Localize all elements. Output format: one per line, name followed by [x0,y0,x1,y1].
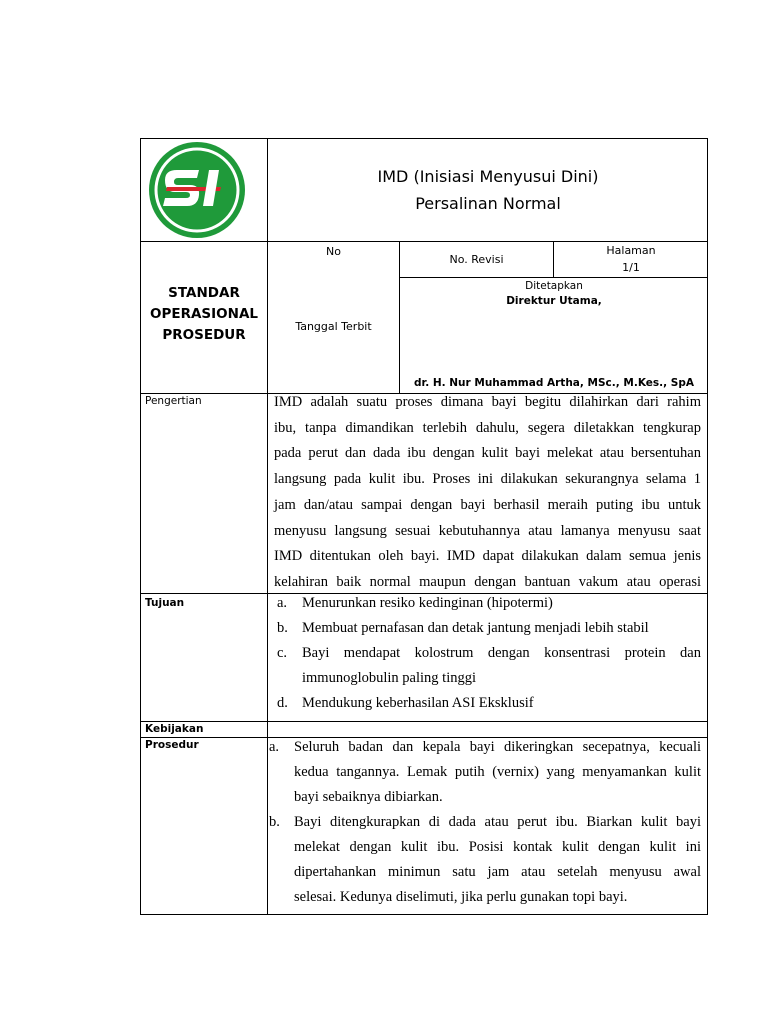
pengertian-line: pada perut dan dada ibu dengan kulit bayi melekat atau bersentuhan [274,445,701,462]
list-marker: d. [277,695,288,711]
halaman-label: Halaman [606,244,656,257]
list-item [277,616,701,641]
list-item [269,810,701,910]
pengertian-line: langsung pada kulit ibu. Proses ini dilakukan sekurangnya selama 1 [274,471,701,488]
list-item-text: melekat dengan kulit ibu. Posisi kontak kulit dengan kulit ini [294,839,701,855]
list-item-text: Mendukung keberhasilan ASI Eksklusif [302,695,534,711]
title-line-2: Persalinan Normal [415,194,561,213]
pengertian-line: IMD ditentukan oleh bayi. IMD dapat dilakukan dalam semua jenis [274,548,701,565]
list-item-text: Bayi mendapat kolostrum dengan konsentrasi protein dan [302,645,701,661]
list-item-text: Seluruh badan dan kepala bayi dikeringkan secepatnya, kecuali [294,739,701,755]
pengertian-line: jam dan/atau sampai dengan bayi berhasil meraih puting ibu untuk [274,496,701,513]
list-item-text: dipertahankan minimun satu jam atau setelah menyusu awal [294,864,701,880]
kebijakan-label: Kebijakan [145,723,204,735]
list-item [277,691,701,716]
list-item [269,735,701,810]
tujuan-list [277,591,701,716]
tujuan-label: Tujuan [145,597,185,609]
list-item-text: Bayi ditengkurapkan di dada atau perut ibu. Biarkan kulit bayi [294,814,701,830]
sop-line-2: OPERASIONAL [149,306,258,322]
list-item-text: bayi sebaiknya dibiarkan. [294,789,443,805]
list-item-text: immunoglobulin paling tinggi [302,670,476,686]
list-item-text: selesai. Kedunya diselimuti, jika perlu gunakan topi bayi. [294,889,628,905]
list-marker: a. [269,739,280,755]
pengertian-line: IMD adalah suatu proses dimana bayi begitu dilahirkan dari rahim [274,394,701,410]
document-title [268,163,708,217]
pengertian-line: ibu, tanpa dimandikan terlebih dahulu, segera diletakkan tengkurap [274,419,701,436]
direktur-label: Direktur Utama, [506,295,602,307]
pengertian-line: kelahiran baik normal maupun dengan bantuan vakum atau operasi [274,573,701,590]
list-marker: a. [277,595,288,611]
signatory-name: dr. H. Nur Muhammad Artha, MSc., M.Kes., SpA [414,377,694,389]
sop-line-3: PROSEDUR [162,327,246,343]
pengertian-line: menyusu langsung sesuai kebutuhannya atau lamanya menyusu saat [274,522,701,539]
revisi-label: No. Revisi [449,253,504,266]
halaman-value: 1/1 [622,261,640,274]
si-logo-icon [147,140,247,240]
pengertian-label: Pengertian [145,395,202,407]
ditetapkan-label: Ditetapkan [525,280,583,292]
list-marker: b. [277,620,288,636]
list-item [277,591,701,616]
list-item [277,641,701,691]
no-label: No [326,245,341,258]
section-divider-kebijakan [140,721,708,722]
pengertian-text [274,390,701,596]
si-logo [147,140,247,240]
prosedur-label: Prosedur [145,739,199,751]
meta-row-divider [399,277,708,278]
tanggal-terbit-label: Tanggal Terbit [295,320,372,333]
list-item-text: Menurunkan resiko kedinginan (hipotermi) [302,595,553,611]
title-line-1: IMD (Inisiasi Menyusui Dini) [377,167,599,186]
sop-line-1: STANDAR [168,285,240,301]
list-item-text: kedua tangannya. Lemak putih (vernix) yang menyamankan kulit [294,764,701,780]
header-divider [140,241,708,242]
prosedur-list [269,735,701,910]
sop-label [140,283,268,346]
list-item-text: Membuat pernafasan dan detak jantung menjadi lebih stabil [302,620,649,636]
list-marker: b. [269,814,280,830]
list-marker: c. [277,645,288,661]
